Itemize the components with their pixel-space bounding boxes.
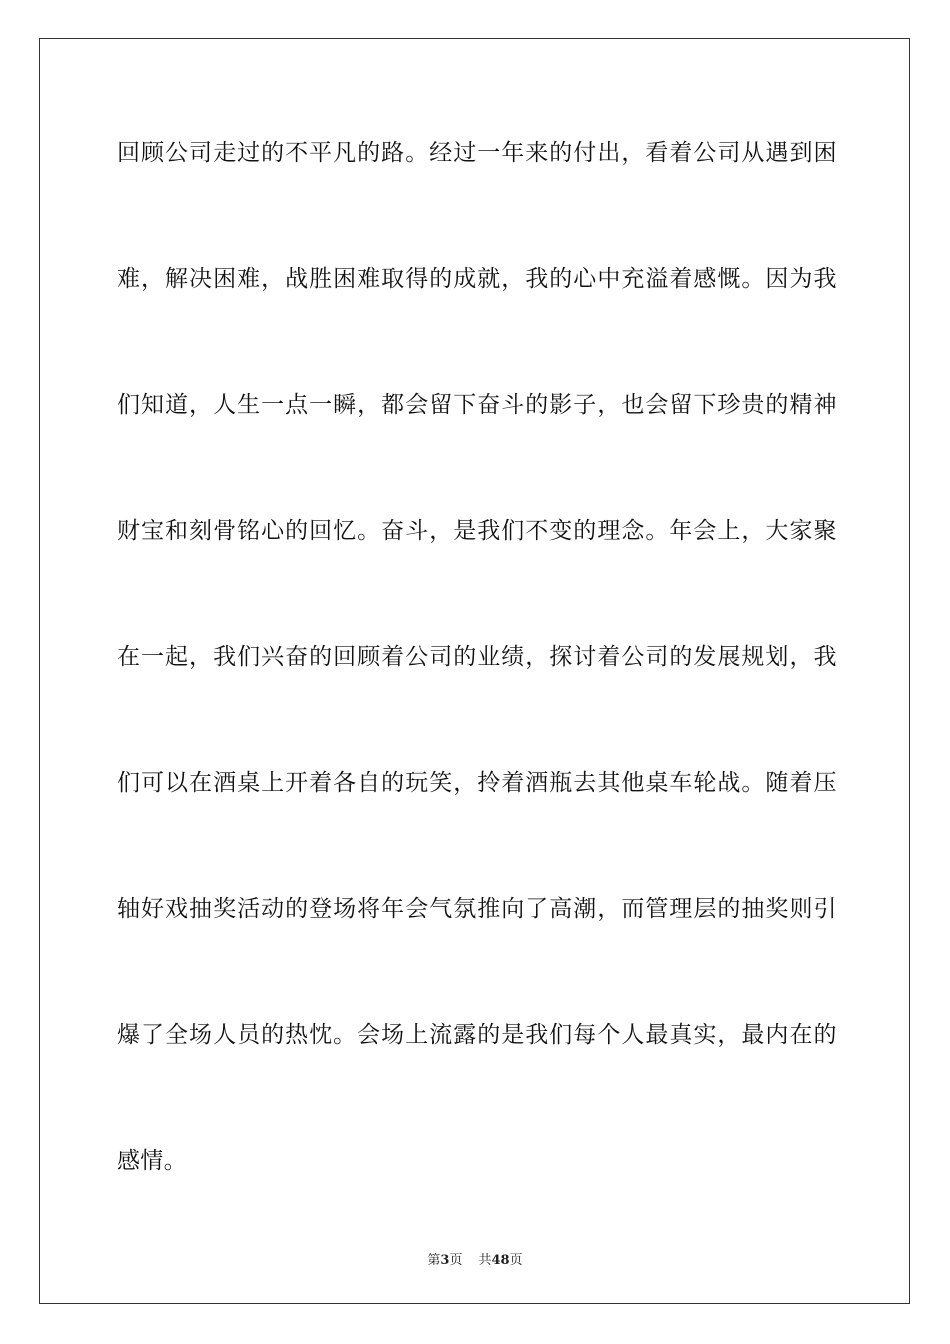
text-line-9: 感情。 (117, 1148, 187, 1174)
page-prefix: 第 (427, 1253, 441, 1268)
text-line-1: 回 顾 公 司 走 过 的 不 平 凡 的 路 。 经 过 一 年 来 的 付 出 ， 看 着 公 司 从 遇 到 困 (117, 140, 837, 166)
text-line-8: 爆 了 全 场 人 员 的 热 忱 。 会 场 上 流 露 的 是 我 们 每 个 人 最 真 实 ， 最 内 在 的 (117, 1022, 837, 1048)
page-suffix: 页 (449, 1253, 463, 1268)
total-prefix: 共 (478, 1253, 492, 1268)
text-line-6: 们 可 以 在 酒 桌 上 开 着 各 自 的 玩 笑 ， 拎 着 酒 瓶 去 其 他 桌 车 轮 战 。 随 着 压 (117, 770, 837, 796)
page-footer (0, 1249, 950, 1268)
text-line-5: 在 一 起 ， 我 们 兴 奋 的 回 顾 着 公 司 的 业 绩 ， 探 讨 着 公 司 的 发 展 规 划 ， 我 (117, 644, 837, 670)
text-line-2: 难 ， 解 决 困 难 ， 战 胜 困 难 取 得 的 成 就 ， 我 的 心 中 充 溢 着 感 慨 。 因 为 我 (117, 266, 837, 292)
text-line-3: 们 知 道 ， 人 生 一 点 一 瞬 ， 都 会 留 下 奋 斗 的 影 子 ， 也 会 留 下 珍 贵 的 精 神 (117, 392, 837, 418)
page-number: 3 (440, 1253, 450, 1268)
text-line-7: 轴 好 戏 抽 奖 活 动 的 登 场 将 年 会 气 氛 推 向 了 高 潮 ， 而 管 理 层 的 抽 奖 则 引 (117, 896, 837, 922)
total-pages: 48 (491, 1253, 510, 1268)
body-text (117, 124, 837, 1258)
text-line-4: 财 宝 和 刻 骨 铭 心 的 回 忆 。 奋 斗 ， 是 我 们 不 变 的 理 念 。 年 会 上 ， 大 家 聚 (117, 518, 837, 544)
total-suffix: 页 (509, 1253, 523, 1268)
